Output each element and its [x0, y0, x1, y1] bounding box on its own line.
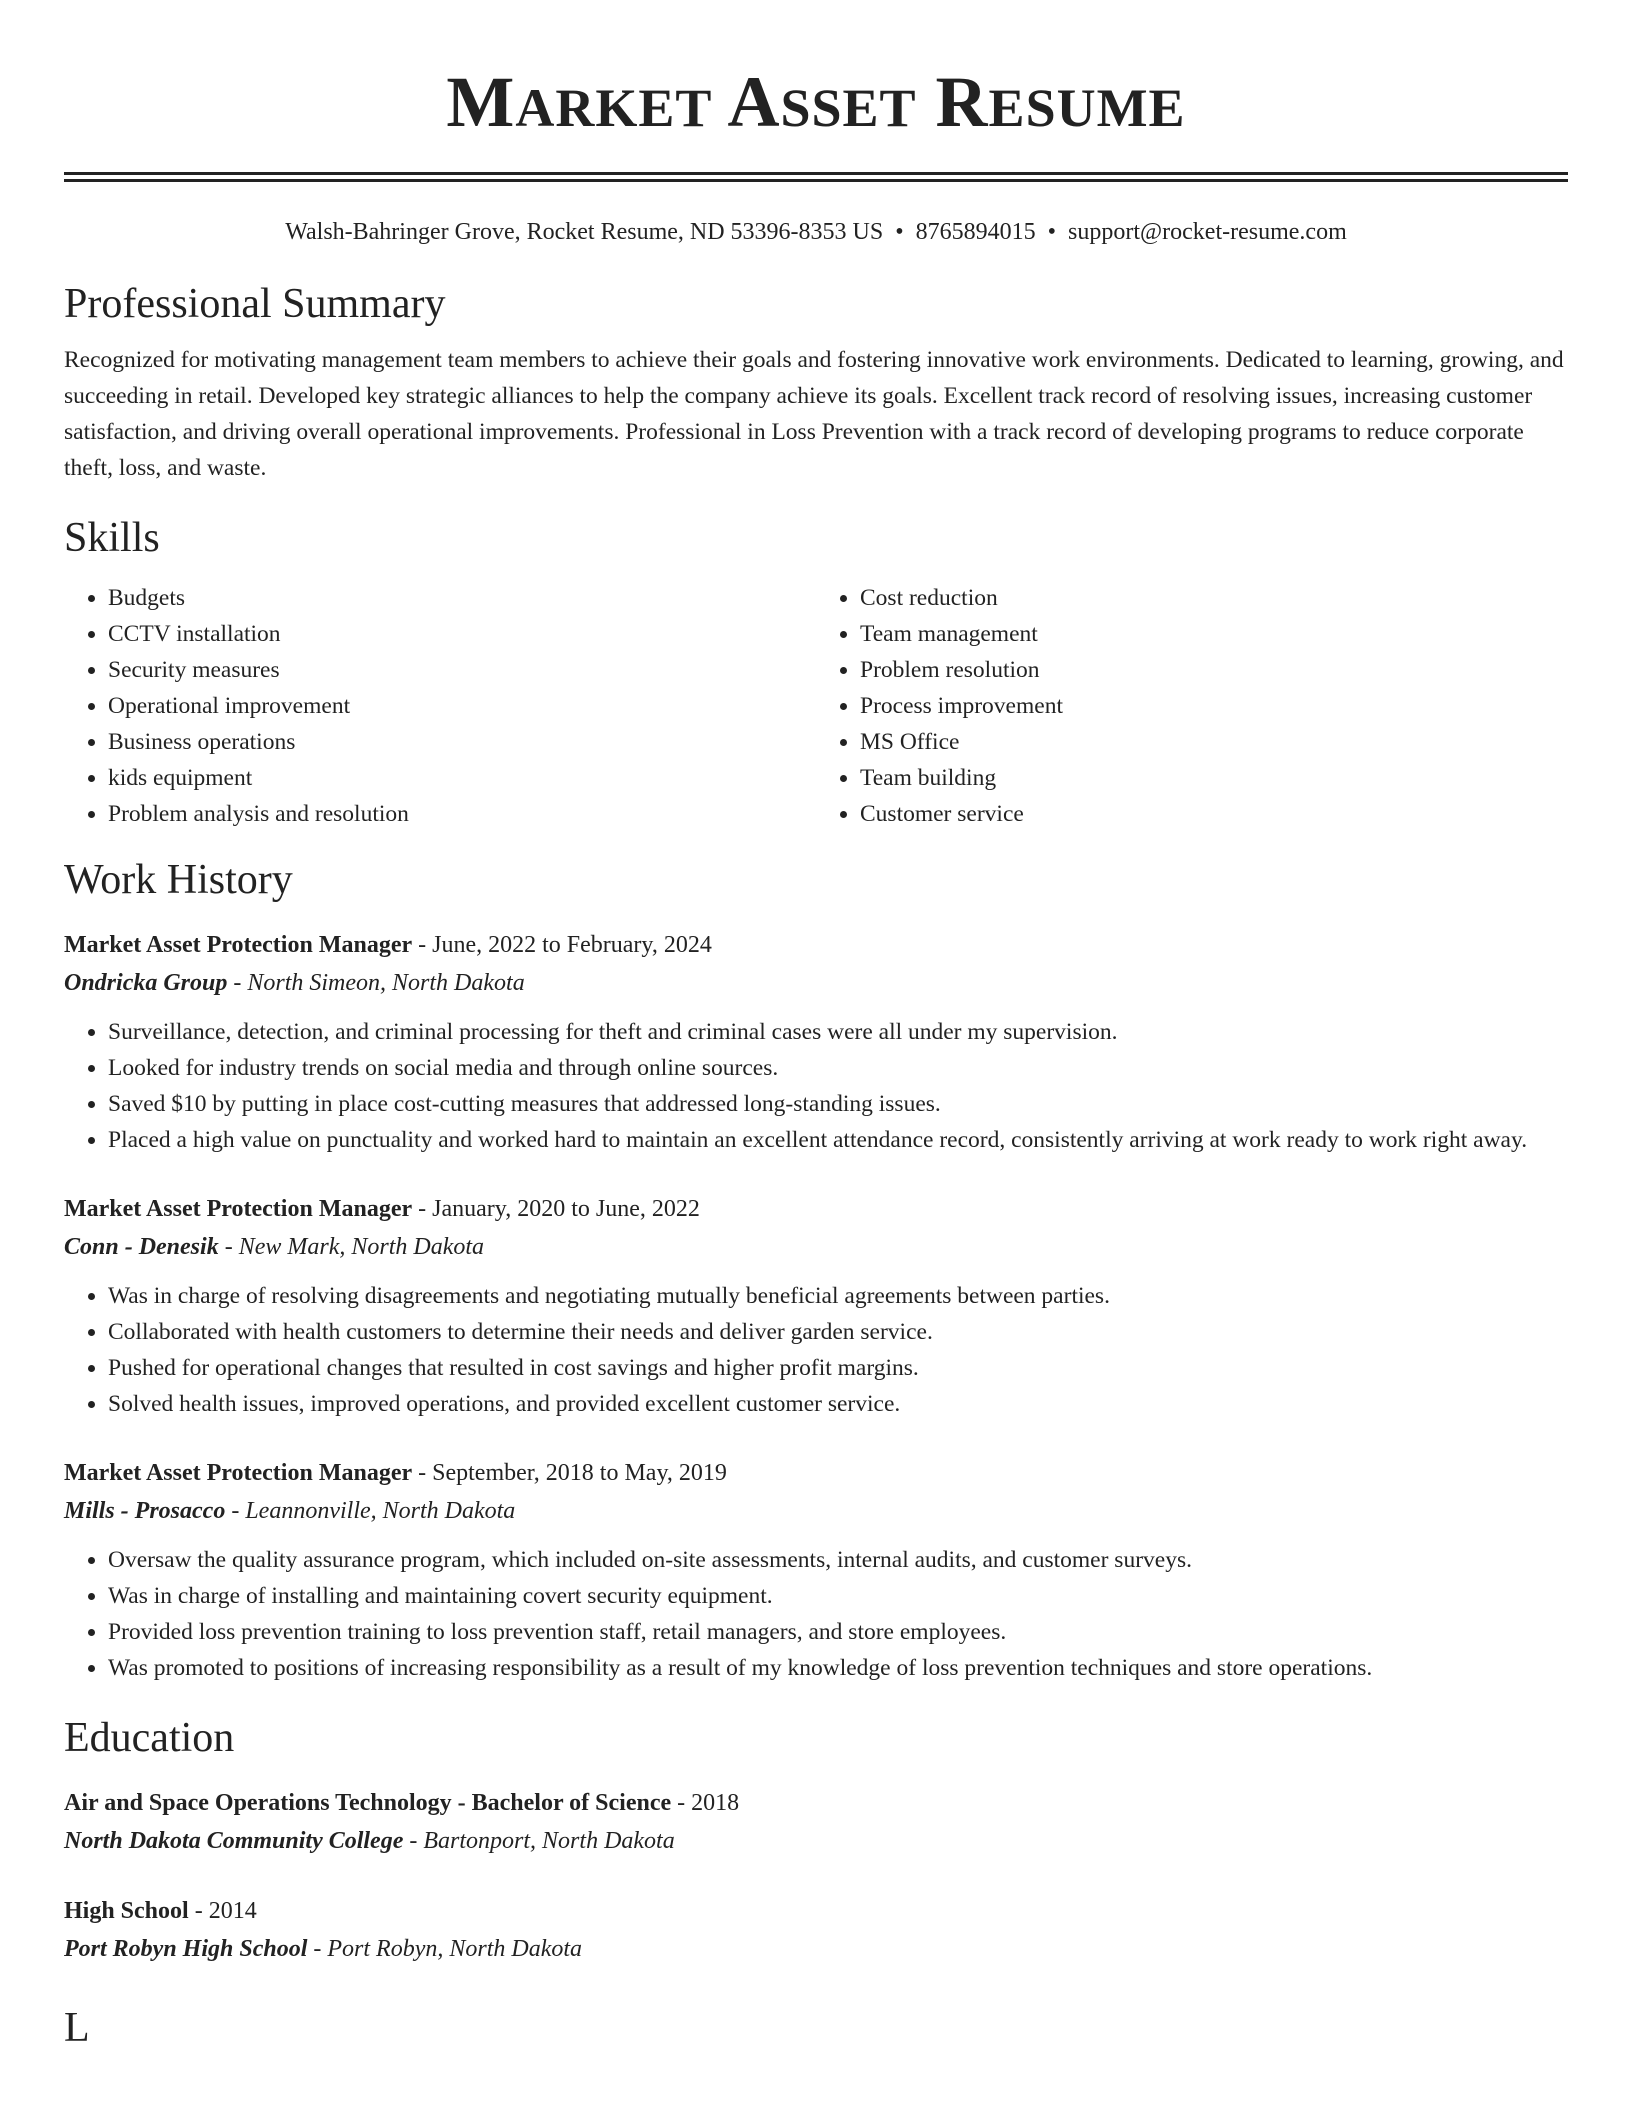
job-dates: September, 2018 to May, 2019 [432, 1460, 727, 1486]
education-school: Port Robyn High School [64, 1936, 308, 1962]
job-location: Leannonville, North Dakota [245, 1498, 516, 1524]
job-dates: June, 2022 to February, 2024 [432, 932, 712, 958]
job-dates: January, 2020 to June, 2022 [432, 1196, 700, 1222]
education-degree: Air and Space Operations Technology - Bachelor of Science [64, 1790, 672, 1816]
work-history-heading: Work History [64, 857, 293, 903]
skills-column-left [64, 580, 816, 832]
job-bullets [64, 1542, 1568, 1686]
education-school-line: North Dakota Community College - Bartonport, North Dakota [64, 1828, 675, 1854]
job-company-line: Conn - Denesik - New Mark, North Dakota [64, 1234, 485, 1260]
contact-address: Walsh-Bahringer Grove, Rocket Resume, ND 53396-8353 US [285, 219, 884, 245]
job-role: Market Asset Protection Manager [64, 932, 413, 958]
skill-item: • MS Office [860, 724, 1568, 760]
job-bullet: • Was in charge of resolving disagreements and negotiating mutually beneficial agreements between parties. [108, 1278, 1568, 1314]
contact-separator: • [1047, 219, 1057, 245]
job-title-line: Market Asset Protection Manager - January, 2020 to June, 2022 [64, 1196, 700, 1222]
summary-heading: Professional Summary [64, 281, 446, 327]
contact-phone: 8765894015 [915, 219, 1036, 245]
title-word: ASSET [727, 62, 917, 142]
skill-item: • CCTV installation [108, 616, 816, 652]
job-bullet: • Collaborated with health customers to determine their needs and deliver garden service. [108, 1314, 1568, 1350]
skill-item: • Customer service [860, 796, 1568, 832]
job-location: New Mark, North Dakota [238, 1234, 485, 1260]
education-degree: High School [64, 1898, 189, 1924]
job-company-line: Mills - Prosacco - Leannonville, North Dakota [64, 1498, 516, 1524]
job-entry [64, 1454, 1568, 1686]
education-entry [64, 1892, 1568, 1968]
job-bullet: • Pushed for operational changes that resulted in cost savings and higher profit margins. [108, 1350, 1568, 1386]
job-company-line: Ondricka Group - North Simeon, North Dakota [64, 970, 525, 996]
education-heading: Education [64, 1715, 235, 1761]
job-bullet: • Saved $10 by putting in place cost-cutting measures that addressed long-standing issues. [108, 1086, 1568, 1122]
education-school: North Dakota Community College [64, 1828, 404, 1854]
job-company: Mills - Prosacco [64, 1498, 226, 1524]
job-bullets [64, 1014, 1568, 1158]
job-location: North Simeon, North Dakota [247, 970, 525, 996]
skill-item: • Budgets [108, 580, 816, 616]
job-bullet: • Was in charge of installing and maintaining covert security equipment. [108, 1578, 1568, 1614]
job-company: Conn - Denesik [64, 1234, 219, 1260]
skills-column-right [816, 580, 1568, 832]
education-year: 2014 [208, 1898, 257, 1924]
education-year: 2018 [691, 1790, 740, 1816]
title-word: MARKET [446, 62, 713, 142]
skill-item: • kids equipment [108, 760, 816, 796]
job-bullet: • Surveillance, detection, and criminal processing for theft and criminal cases were all under my supervision. [108, 1014, 1568, 1050]
contact-email: support@rocket-resume.com [1068, 219, 1347, 245]
job-role: Market Asset Protection Manager [64, 1460, 413, 1486]
skill-item: • Cost reduction [860, 580, 1568, 616]
education-entry [64, 1784, 1568, 1860]
skill-item: • Operational improvement [108, 688, 816, 724]
resume-title [64, 0, 1568, 142]
skills-list [64, 580, 1568, 832]
skill-item: • Problem resolution [860, 652, 1568, 688]
job-role: Market Asset Protection Manager [64, 1196, 413, 1222]
job-bullet: • Oversaw the quality assurance program, which included on-site assessments, internal audits, and customer surveys. [108, 1542, 1568, 1578]
job-bullet: • Provided loss prevention training to loss prevention staff, retail managers, and store employees. [108, 1614, 1568, 1650]
summary-text: Recognized for motivating management team members to achieve their goals and fostering innovative work environments. Dedicated to learning, growing, and succeeding in retail. Developed key strategic alliances to help the company achieve its goals. Excellent track record of resolving issues, increasing customer satisfaction, and driving overall operational improvements. Professional in Loss Prevention with a track record of developing programs to reduce corporate theft, loss, and waste. [64, 347, 1564, 481]
skill-item: • Process improvement [860, 688, 1568, 724]
contact-separator: • [895, 219, 904, 245]
skills-heading: Skills [64, 515, 160, 561]
job-bullet: • Was promoted to positions of increasing responsibility as a result of my knowledge of loss prevention techniques and store operations. [108, 1650, 1568, 1686]
job-bullet: • Placed a high value on punctuality and worked hard to maintain an excellent attendance record, consistently arriving at work ready to work right away. [108, 1122, 1568, 1158]
education-location: Bartonport, North Dakota [423, 1828, 675, 1854]
job-entry [64, 926, 1568, 1158]
double-rule-divider [64, 172, 1568, 182]
education-location: Port Robyn, North Dakota [327, 1936, 583, 1962]
job-entry [64, 1190, 1568, 1422]
title-word: RESUME [935, 62, 1186, 142]
skill-item: • Security measures [108, 652, 816, 688]
job-company: Ondricka Group [64, 970, 228, 996]
job-title-line: Market Asset Protection Manager - June, 2022 to February, 2024 [64, 932, 712, 958]
job-bullets [64, 1278, 1568, 1422]
education-school-line: Port Robyn High School - Port Robyn, North Dakota [64, 1936, 583, 1962]
skill-item: • Problem analysis and resolution [108, 796, 816, 832]
skill-item: • Business operations [108, 724, 816, 760]
skill-item: • Team management [860, 616, 1568, 652]
job-title-line: Market Asset Protection Manager - September, 2018 to May, 2019 [64, 1460, 727, 1486]
job-bullet: • Looked for industry trends on social media and through online sources. [108, 1050, 1568, 1086]
education-degree-line: Air and Space Operations Technology - Bachelor of Science - 2018 [64, 1790, 740, 1816]
contact-line [64, 216, 1568, 248]
education-degree-line: High School - 2014 [64, 1898, 257, 1924]
job-bullet: • Solved health issues, improved operations, and provided excellent customer service. [108, 1386, 1568, 1422]
skill-item: • Team building [860, 760, 1568, 796]
next-section-heading: L [64, 2005, 90, 2051]
